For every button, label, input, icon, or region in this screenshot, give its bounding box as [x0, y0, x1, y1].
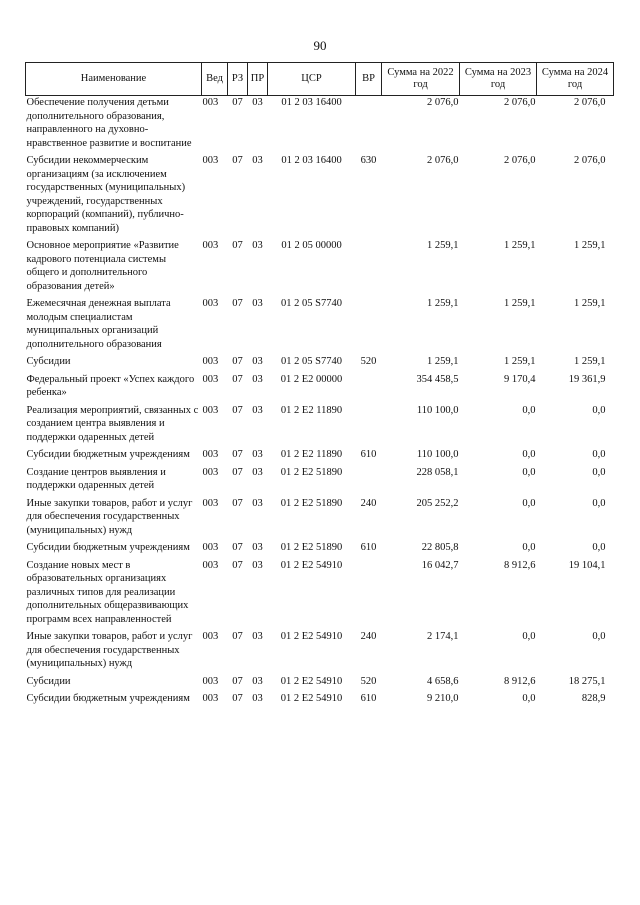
row-vr: 610: [360, 693, 377, 704]
row-vr: 520: [360, 356, 377, 367]
row-sum-2023: 1 259,1: [504, 356, 536, 367]
row-sum-2023: 0,0: [522, 693, 536, 704]
table-row: [26, 466, 614, 497]
row-rz: 07: [232, 404, 243, 416]
row-ved: 003: [202, 542, 219, 553]
row-csr: 01 2 E2 54910: [280, 631, 343, 642]
row-csr: 01 2 E2 51890: [280, 542, 343, 553]
row-sum-2024: 2 076,0: [574, 155, 606, 166]
row-rz: 07: [232, 693, 243, 704]
table-body: [26, 96, 614, 710]
row-sum-2023: 8 912,6: [504, 559, 536, 571]
row-vr: [356, 466, 382, 497]
row-sum-2023: 0,0: [522, 497, 536, 509]
row-sum-2022: 2 076,0: [427, 155, 459, 166]
row-vr: [356, 373, 382, 404]
row-ved: 003: [202, 675, 219, 687]
table-row: [26, 154, 614, 239]
header-sum-2023: Сумма на 2023 год: [460, 63, 537, 96]
row-csr: 01 2 E2 11890: [280, 404, 343, 416]
header-csr: ЦСР: [268, 63, 356, 96]
row-vr: 240: [360, 631, 377, 642]
row-ved: 003: [202, 404, 219, 416]
row-csr: 01 2 05 S7740: [281, 356, 342, 367]
row-pr: 03: [252, 449, 263, 460]
row-sum-2022: 205 252,2: [416, 497, 459, 509]
row-name: Иные закупки товаров, работ и услуг для обеспечения государственных (муниципальных) нужд: [26, 631, 193, 669]
row-sum-2022: 16 042,7: [421, 559, 459, 571]
row-name: Субсидии бюджетным учреждениям: [26, 542, 190, 553]
row-sum-2022: 1 259,1: [427, 298, 459, 309]
row-csr: 01 2 03 16400: [281, 97, 342, 108]
row-rz: 07: [232, 631, 243, 642]
row-ved: 003: [202, 559, 219, 571]
row-name: Реализация мероприятий, связанных с созданием центра выявления и поддержки одаренных детей: [26, 404, 199, 443]
row-ved: 003: [202, 497, 219, 509]
row-sum-2023: 0,0: [522, 542, 536, 553]
row-pr: 03: [252, 240, 263, 251]
row-ved: 003: [202, 97, 219, 108]
table-row: [26, 630, 614, 675]
row-rz: 07: [232, 497, 243, 509]
row-sum-2024: 18 275,1: [568, 675, 606, 687]
row-name: Субсидии: [26, 356, 71, 367]
row-rz: 07: [232, 466, 243, 478]
header-sum-2022: Сумма на 2022 год: [382, 63, 460, 96]
row-ved: 003: [202, 240, 219, 251]
table-row: [26, 297, 614, 355]
row-sum-2023: 2 076,0: [504, 155, 536, 166]
row-pr: 03: [252, 373, 263, 385]
table-row: [26, 675, 614, 693]
row-name: Субсидии бюджетным учреждениям: [26, 449, 190, 460]
row-csr: 01 2 E2 00000: [280, 373, 343, 385]
row-ved: 003: [202, 373, 219, 385]
table-row: [26, 404, 614, 449]
row-name: Обеспечение получения детьми дополнительного образования, направленного на духовно-нравственное развитие и воспитание: [26, 97, 192, 149]
row-sum-2024: 828,9: [581, 693, 606, 704]
row-sum-2022: 354 458,5: [416, 373, 459, 385]
row-vr: 630: [360, 155, 377, 166]
table-row: [26, 239, 614, 297]
row-sum-2024: 0,0: [592, 404, 606, 416]
row-ved: 003: [202, 466, 219, 478]
row-sum-2022: 22 805,8: [421, 542, 459, 553]
row-name: Субсидии бюджетным учреждениям: [26, 693, 190, 704]
page-number: 90: [313, 38, 327, 53]
row-ved: 003: [202, 356, 219, 367]
row-csr: 01 2 05 00000: [281, 240, 342, 251]
header-ved: Вед: [202, 63, 228, 96]
header-rz: РЗ: [228, 63, 248, 96]
row-sum-2022: 228 058,1: [416, 466, 459, 478]
table-row: [26, 559, 614, 631]
row-csr: 01 2 E2 51890: [280, 497, 343, 509]
row-vr: [356, 239, 382, 297]
row-pr: 03: [252, 497, 263, 509]
row-pr: 03: [252, 559, 263, 571]
row-rz: 07: [232, 542, 243, 553]
row-pr: 03: [252, 631, 263, 642]
row-rz: 07: [232, 356, 243, 367]
table-row: [26, 448, 614, 466]
row-pr: 03: [252, 542, 263, 553]
row-name: Ежемесячная денежная выплата молодым специалистам муниципальных организаций дополнительного образования: [26, 298, 171, 350]
row-sum-2022: 1 259,1: [427, 240, 459, 251]
row-sum-2024: 19 104,1: [568, 559, 606, 571]
row-rz: 07: [232, 97, 243, 108]
row-csr: 01 2 05 S7740: [281, 298, 342, 309]
row-rz: 07: [232, 240, 243, 251]
row-rz: 07: [232, 675, 243, 687]
row-rz: 07: [232, 559, 243, 571]
row-sum-2022: 110 100,0: [416, 449, 459, 460]
row-pr: 03: [252, 298, 263, 309]
row-pr: 03: [252, 97, 263, 108]
row-vr: 240: [360, 497, 377, 509]
table-row: [26, 355, 614, 373]
row-name: Основное мероприятие «Развитие кадрового потенциала системы общего и дополнительного образования детей»: [26, 240, 179, 292]
row-sum-2023: 8 912,6: [504, 675, 536, 687]
row-sum-2023: 1 259,1: [504, 298, 536, 309]
row-vr: [356, 96, 382, 155]
row-pr: 03: [252, 356, 263, 367]
row-ved: 003: [202, 155, 219, 166]
row-sum-2024: 0,0: [592, 497, 606, 509]
row-vr: 610: [360, 542, 377, 553]
row-sum-2022: 2 174,1: [427, 631, 459, 642]
row-vr: [356, 297, 382, 355]
row-vr: 520: [360, 675, 377, 687]
row-sum-2022: 4 658,6: [427, 675, 459, 687]
row-sum-2024: 1 259,1: [574, 298, 606, 309]
table-row: [26, 96, 614, 155]
row-ved: 003: [202, 298, 219, 309]
row-sum-2022: 110 100,0: [416, 404, 459, 416]
row-sum-2024: 0,0: [592, 631, 606, 642]
row-name: Федеральный проект «Успех каждого ребенка»: [26, 373, 195, 398]
table-row: [26, 373, 614, 404]
header-sum-2024: Сумма на 2024 год: [537, 63, 614, 96]
row-sum-2024: 1 259,1: [574, 356, 606, 367]
row-name: Субсидии: [26, 675, 71, 687]
table-row: [26, 541, 614, 559]
row-vr: [356, 559, 382, 631]
row-csr: 01 2 E2 51890: [280, 466, 343, 478]
row-csr: 01 2 E2 54910: [280, 693, 343, 704]
row-pr: 03: [252, 675, 263, 687]
row-sum-2024: 0,0: [592, 466, 606, 478]
row-vr: 610: [360, 449, 377, 460]
table-row: [26, 497, 614, 542]
header-vr: ВР: [356, 63, 382, 96]
row-name: Создание новых мест в образовательных организациях различных типов для реализации дополнительных общеразвивающих программ всех направленностей: [26, 559, 189, 625]
row-pr: 03: [252, 693, 263, 704]
row-rz: 07: [232, 155, 243, 166]
row-sum-2024: 2 076,0: [574, 97, 606, 108]
row-sum-2024: 0,0: [592, 542, 606, 553]
row-csr: 01 2 E2 54910: [280, 559, 343, 571]
row-name: Создание центров выявления и поддержки одаренных детей: [26, 466, 166, 491]
row-csr: 01 2 03 16400: [281, 155, 342, 166]
row-sum-2023: 1 259,1: [504, 240, 536, 251]
row-pr: 03: [252, 155, 263, 166]
table-row: [26, 692, 614, 710]
row-rz: 07: [232, 298, 243, 309]
row-sum-2022: 1 259,1: [427, 356, 459, 367]
row-ved: 003: [202, 449, 219, 460]
row-sum-2023: 0,0: [522, 449, 536, 460]
row-sum-2023: 0,0: [522, 631, 536, 642]
row-sum-2024: 1 259,1: [574, 240, 606, 251]
row-sum-2023: 9 170,4: [504, 373, 536, 385]
row-pr: 03: [252, 466, 263, 478]
row-sum-2024: 19 361,9: [568, 373, 606, 385]
row-sum-2023: 0,0: [522, 466, 536, 478]
header-name: Наименование: [26, 63, 202, 96]
row-sum-2022: 2 076,0: [427, 97, 459, 108]
row-ved: 003: [202, 631, 219, 642]
row-ved: 003: [202, 693, 219, 704]
row-csr: 01 2 E2 54910: [280, 675, 343, 687]
row-rz: 07: [232, 449, 243, 460]
row-name: Субсидии некоммерческим организациям (за исключением государственных (муниципальных) учреждений, государственных корпораций (компаний), публично-правовых компаний): [26, 155, 186, 234]
row-sum-2024: 0,0: [592, 449, 606, 460]
row-rz: 07: [232, 373, 243, 385]
row-sum-2023: 0,0: [522, 404, 536, 416]
budget-table: [25, 62, 614, 710]
row-csr: 01 2 E2 11890: [280, 449, 343, 460]
table-header-row: [26, 63, 614, 96]
row-sum-2023: 2 076,0: [504, 97, 536, 108]
header-pr: ПР: [248, 63, 268, 96]
row-pr: 03: [252, 404, 263, 416]
row-vr: [356, 404, 382, 449]
row-sum-2022: 9 210,0: [427, 693, 459, 704]
row-name: Иные закупки товаров, работ и услуг для обеспечения государственных (муниципальных) нужд: [26, 497, 193, 536]
